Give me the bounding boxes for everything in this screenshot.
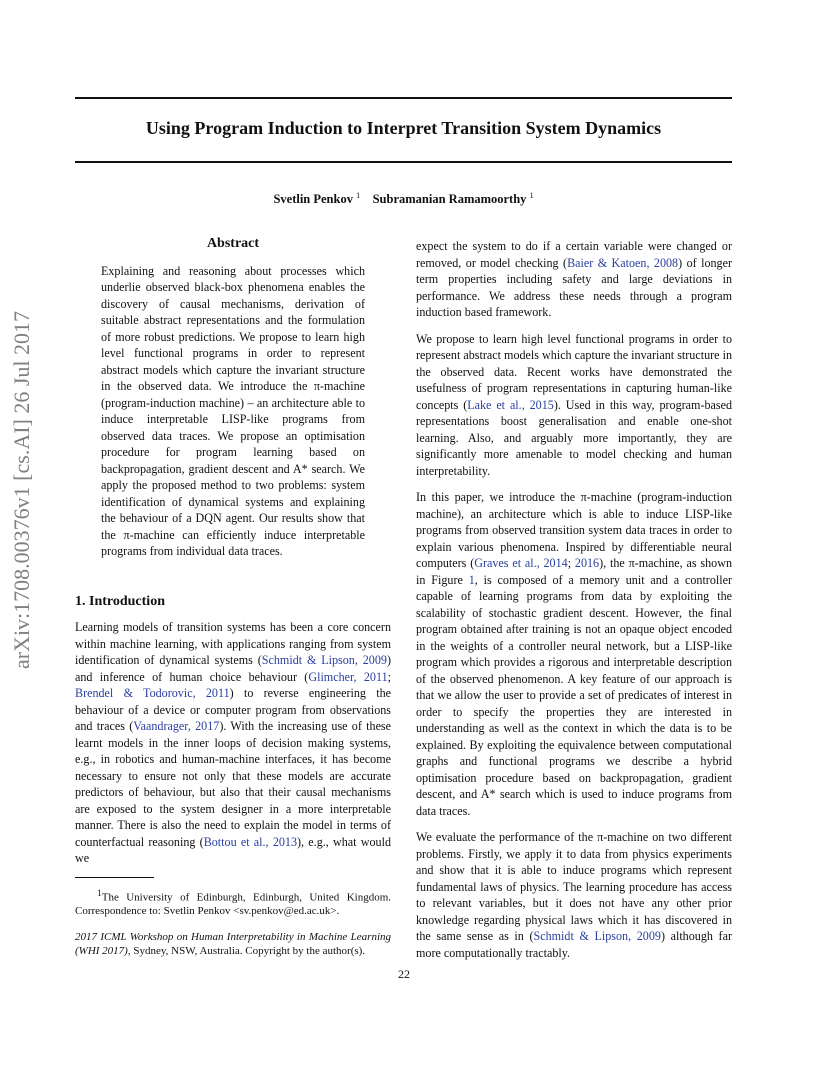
body-paragraph: We propose to learn high level functional programs in order to represent abstract models which capture the invariant structure in the observed data. Recent works have demonstrated the usefulness of program representations in capturing human-like concepts (Lake et al., 2015). Used in this way, program-based representations boost generalisation and enable one-shot learning. Also, and arguably more importantly, they are significantly more amenable to model checking and human interpretability. [416,331,733,478]
author-line [75,191,732,207]
abstract-heading: Abstract [206,236,260,251]
abstract-text: Explaining and reasoning about processes which underlie observed black-box phenomena enables the discovery of causal mechanisms, derivation of suitable abstract representations and the formulation of more robust predictions. We propose to learn high level functional programs in order to represent abstract models which capture the invariant structure in the observed data. We introduce the π-machine (program-induction machine) – an architecture able to induce interpretable LISP-like programs from observed data traces. We propose an optimisation procedure for program learning based on backpropagation, gradient descent and A* search. We apply the proposed method to two problems: system identification of dynamical systems and explaining the behaviour of a DQN agent. Our results show that the π-machine can efficiently induce interpretable programs from individual data traces. [101,263,365,558]
citation-link[interactable]: Glimcher, 2011 [308,669,388,684]
citation-link[interactable]: Lake et al., 2015 [467,397,554,412]
citation-link[interactable]: 2016 [574,556,600,570]
citation-link[interactable]: Baier & Katoen, 2008 [567,255,679,270]
section-heading-introduction: 1. Introduction [75,593,165,609]
intro-paragraph: Learning models of transition systems has been a core concern within machine learning, with applications ranging from system identification of dynamical systems (Schmidt & Lipson, 2009) and inference of human choice behaviour (Glimcher, 2011; Brendel & Todorovic, 2011) to reverse engineering the behaviour of a device or computer program from observations and traces (Vaandrager, 2017). With the increasing use of these learnt models in the inner loops of decision making systems, e.g., in robotics and human-machine interfaces, it has become necessary to ensure not only that these models are accurate predictors of behaviour, but also that their causal mechanisms are exposed to the system designer in a more interpretable manner. There is also the need to explain the model in terms of counterfactual reasoning (Bottou et al., 2013), e.g., what would we [75,620,392,865]
right-column [416,238,732,971]
left-column [75,236,391,970]
author-name: Svetlin Penkov [273,192,353,207]
title-bottom-rule [75,161,732,163]
body-paragraph: expect the system to do if a certain variable were changed or removed, or model checking (Baier & Katoen, 2008) of longer term properties including safety and large deviations in performance. We address these needs through a program induction based framework. [416,239,732,319]
top-rule [75,97,732,99]
citation-link[interactable]: Schmidt & Lipson, 2009 [533,929,661,943]
figure-reference-link[interactable]: 1 [468,572,475,587]
paper-title: Using Program Induction to Interpret Transition System Dynamics [145,118,662,138]
citation-link[interactable]: Vaandrager, 2017 [133,719,220,733]
citation-link[interactable]: Schmidt & Lipson, 2009 [261,653,387,667]
page-number: 22 [398,967,410,981]
affiliation-marker: 1 [356,191,361,200]
footnote-affiliation: $^1$The University of Edinburgh, Edinburgh, United Kingdom. Correspondence to: Svetlin Penkov <sv.penkov@ed.ac.uk>. [75,887,392,918]
arxiv-stamp-text: arXiv:1708.00376v1 [cs.AI] 26 Jul 2017 [9,310,34,670]
citation-link[interactable]: Brendel & Todorovic, 2011 [75,686,230,700]
footnote [75,886,391,959]
footnote-venue: 2017 ICML Workshop on Human Interpretability in Machine Learning (WHI 2017), Sydney, NSW, Australia. Copyright by the author(s). [75,931,391,958]
body-paragraph: In this paper, we introduce the π-machine (program-induction machine), an architecture which is able to induce LISP-like programs from observed transition system data traces in order to explain various phenomena. Inspired by differentiable neural computers (Graves et al., 2014; 2016), the π-machine, as shown in Figure 1, is composed of a memory unit and a controller capable of learning programs from data by exploiting the scalability of stochastic gradient descent. However, the final program obtained after training is not an opaque object encoded in the weights of a controller neural network, but a LISP-like program which provides a rigorous and interpretable description of the observed phenomenon. A key feature of our approach is that we allow the user to provide a set of predicates of interest in order to specify the properties they are interested in understanding as well as the context in which the data is to be explained. By exploiting the equivalence between computational graphs and functional programs we describe a hybrid optimisation procedure based on backpropagation, gradient descent, and A* search which is used to induce programs from data traces. [416,490,733,818]
citation-link[interactable]: Graves et al., 2014 [474,556,568,570]
footnote-rule [75,877,154,878]
body-paragraph: We evaluate the performance of the π-machine on two different problems. Firstly, we apply it to data from physics experiments and show that it is able to induce programs which represent fundamental laws of physics. The learning procedure has access to relevant variables, but it does not have any other prior knowledge regarding physical laws which it has discovered in the same sense as in (Schmidt & Lipson, 2009) although far more computationally tractably. [416,830,732,960]
affiliation-marker: 1 [529,191,534,200]
citation-link[interactable]: Bottou et al., 2013 [203,834,298,849]
author-name: Subramanian Ramamoorthy [372,192,527,207]
